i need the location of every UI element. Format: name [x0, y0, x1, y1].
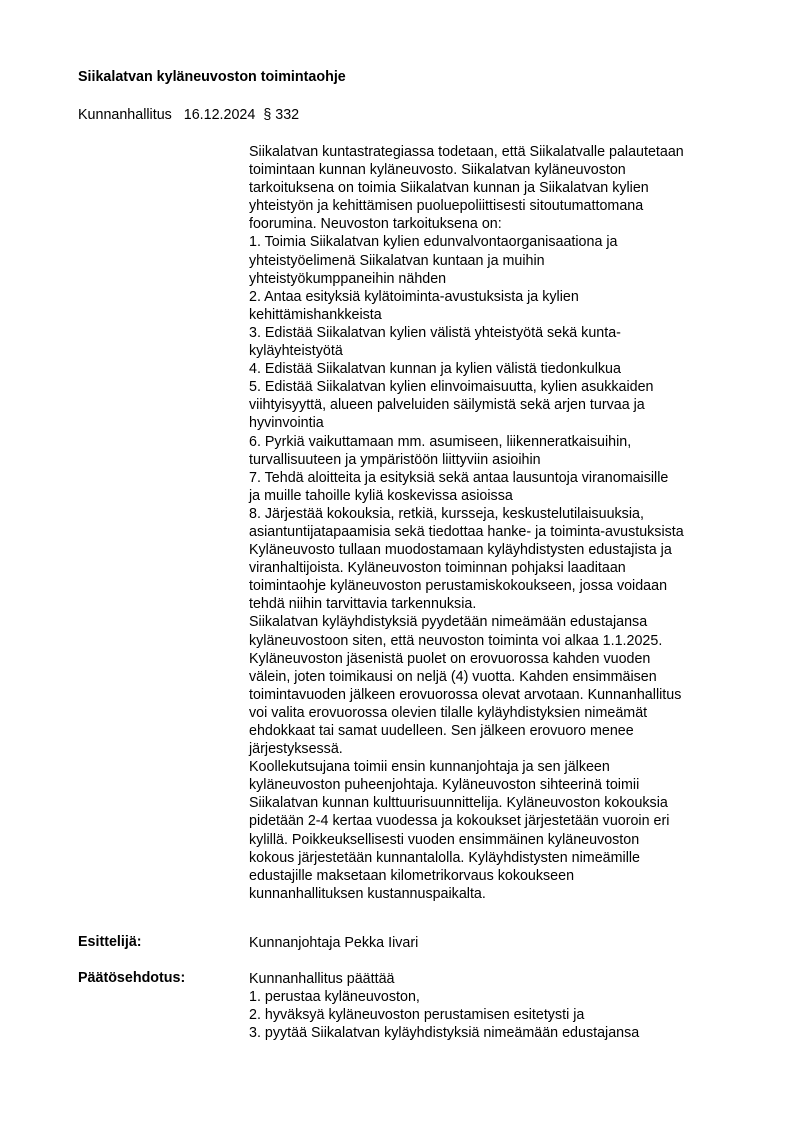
body-line: kyläneuvoston puheenjohtaja. Kyläneuvoston sihteerinä toimii — [249, 777, 640, 794]
body-line: 4. Edistää Siikalatvan kunnan ja kylien välistä tiedonkulkua — [249, 361, 621, 378]
body-line: Koollekutsujana toimii ensin kunnanjohtaja ja sen jälkeen — [249, 759, 610, 776]
body-line: kokous järjestetään kunnantalolla. Kyläyhdistysten nimeämille — [249, 849, 640, 866]
body-line: turvallisuuteen ja ympäristöön liittyviin asioihin — [249, 451, 541, 468]
proposal-line: 1. perustaa kyläneuvoston, — [249, 989, 420, 1006]
body-line: ja muille tahoille kyliä koskevissa asioissa — [249, 487, 513, 504]
proposal-line: Kunnanhallitus päättää — [249, 971, 395, 987]
proposal-lines — [249, 970, 639, 1042]
body-line: kyläneuvostoon siten, että neuvoston toiminta voi alkaa 1.1.2025. — [249, 632, 663, 649]
body-line: toimintavuoden jälkeen erovuorossa olevat arvotaan. Kunnanhallitus — [249, 686, 682, 703]
body-line: 8. Järjestää kokouksia, retkiä, kursseja, keskustelutilaisuuksia, — [249, 505, 644, 522]
body-line: kyläyhteistyötä — [249, 343, 343, 360]
body-text — [249, 143, 749, 903]
meeting-meta — [78, 107, 307, 123]
body-line: 2. Antaa esityksiä kylätoiminta-avustuksista ja kylien — [249, 288, 579, 305]
body-line: Kyläneuvoston jäsenistä puolet on erovuorossa kahden vuoden — [249, 650, 651, 667]
body-line: viihtyisyyttä, alueen palveluiden säilymistä sekä arjen turvaa ja — [249, 397, 645, 414]
document-title: Siikalatvan kyläneuvoston toimintaohje — [78, 69, 346, 85]
body-line: ehdokkaat tai samat uudelleen. Sen jälkeen erovuoro menee — [249, 723, 634, 739]
body-line: yhteistyöelimenä Siikalatvan kuntaan ja muihin — [249, 252, 545, 269]
body-line: yhteistyön ja kehittämisen puoluepoliittisesti sitoutumattomana — [249, 198, 644, 215]
meeting-body: Kunnanhallitus — [78, 107, 172, 123]
body-line: 1. Toimia Siikalatvan kylien edunvalvontaorganisaationa ja — [249, 234, 618, 251]
meeting-section: § 332 — [263, 107, 300, 123]
body-line: hyvinvointia — [249, 415, 324, 432]
body-line: Kyläneuvosto tullaan muodostamaan kyläyhdistysten edustajista ja — [249, 542, 672, 559]
proposal-line: 3. pyytää Siikalatvan kyläyhdistyksiä nimeämään edustajansa — [249, 1025, 640, 1042]
proposal-label: Päätösehdotus: — [78, 970, 186, 986]
body-line: tarkoituksena on toimia Siikalatvan kunnan ja Siikalatvan kylien — [249, 180, 649, 197]
body-line: foorumina. Neuvoston tarkoituksena on: — [249, 216, 502, 233]
body-line: järjestyksessä. — [249, 741, 343, 758]
body-line: voi valita erovuorossa olevien tilalle kyläyhdistyksien nimeämät — [249, 704, 648, 721]
body-line: asiantuntijatapaamisia sekä tiedottaa hanke- ja toiminta-avustuksista — [249, 523, 684, 540]
proposal-line: 2. hyväksyä kyläneuvoston perustamisen esitetysti ja — [249, 1007, 585, 1024]
body-line: 3. Edistää Siikalatvan kylien välistä yhteistyötä sekä kunta- — [249, 324, 621, 341]
body-line: tehdä niihin tarvittavia tarkennuksia. — [249, 596, 477, 613]
body-line: 5. Edistää Siikalatvan kylien elinvoimaisuutta, kylien asukkaiden — [249, 379, 654, 396]
body-line: toimintaohje kyläneuvoston perustamiskokoukseen, jossa voidaan — [249, 578, 668, 595]
body-line: pidetään 2-4 kertaa vuodessa ja kokoukset järjestetään vuoroin eri — [249, 813, 670, 830]
meeting-date: 16.12.2024 — [183, 107, 256, 123]
body-line: Siikalatvan kuntastrategiassa todetaan, että Siikalatvalle palautetaan — [249, 144, 684, 160]
body-line: toimintaan kunnan kyläneuvosto. Siikalatvan kyläneuvoston — [249, 162, 626, 179]
body-line: Siikalatvan kyläyhdistyksiä pyydetään nimeämään edustajansa — [249, 614, 648, 631]
body-line: kehittämishankkeista — [249, 306, 382, 323]
presenter-label: Esittelijä: — [78, 934, 142, 950]
body-line: kylillä. Poikkeuksellisesti vuoden ensimmäinen kyläneuvoston — [249, 831, 640, 848]
body-line: viranhaltijoista. Kyläneuvoston toiminnan pohjaksi laaditaan — [249, 560, 626, 577]
body-line: 7. Tehdä aloitteita ja esityksiä sekä antaa lausuntoja viranomaisille — [249, 469, 669, 486]
body-line: välein, joten toimikausi on neljä (4) vuotta. Kahden ensimmäisen — [249, 668, 657, 685]
body-line: edustajille maksetaan kilometrikorvaus kokoukseen — [249, 867, 575, 884]
body-line: Siikalatvan kunnan kulttuurisuunnittelija. Kyläneuvoston kokouksia — [249, 795, 668, 812]
body-line: yhteistyökumppaneihin nähden — [249, 270, 447, 287]
body-line: 6. Pyrkiä vaikuttamaan mm. asumiseen, liikenneratkaisuihin, — [249, 433, 632, 450]
body-line: kunnanhallituksen kustannuspaikalta. — [249, 885, 486, 902]
presenter-value: Kunnanjohtaja Pekka Iivari — [249, 935, 419, 951]
